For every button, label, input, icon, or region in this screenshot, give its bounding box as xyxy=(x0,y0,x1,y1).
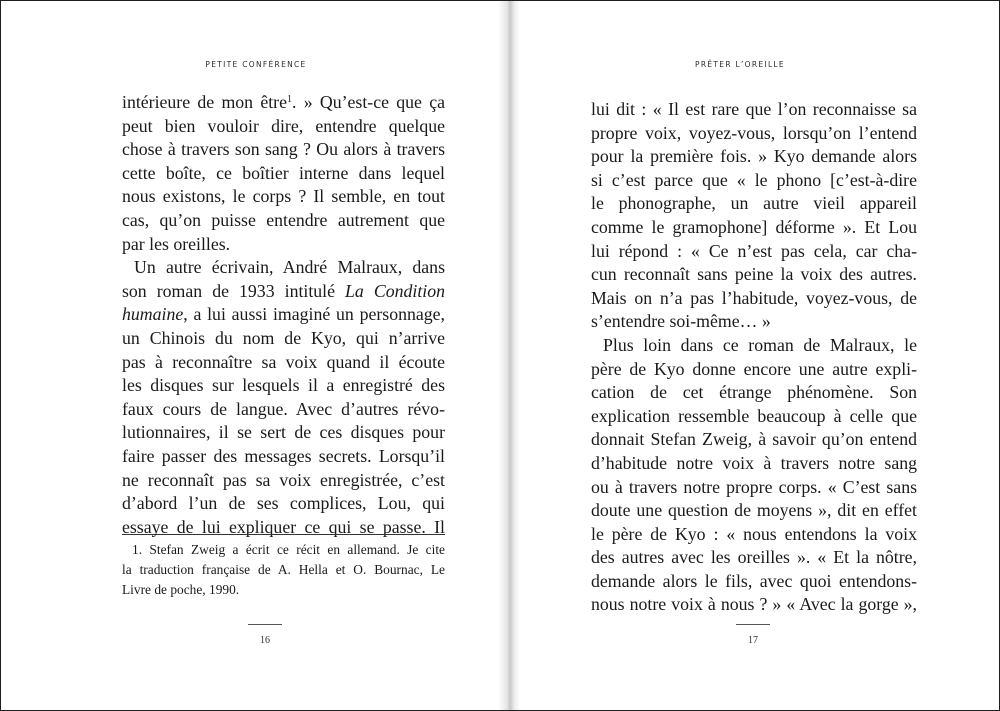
text-line: cette boîte, ce boîtier interne dans lequel xyxy=(122,162,445,183)
page-number-left: 16 xyxy=(260,635,270,646)
text-line: si c’est parce que « le phono [c’est-à-dire xyxy=(591,169,917,190)
text-line: un Chinois du nom de Kyo, qui n’arrive xyxy=(122,327,445,348)
text-line: donnait Stefan Zweig, à savoir qu’on entend xyxy=(591,429,917,450)
text-line: le père de Kyo : « nous entendons la voix xyxy=(591,523,917,544)
text-line: ou à travers notre propre corps. « C’est sans xyxy=(591,476,917,497)
text-line: par les oreilles. xyxy=(122,233,231,254)
footnote-line: 1. Stefan Zweig a écrit ce récit en allemand. Je cite xyxy=(132,542,445,557)
text-line: des autres avec les oreilles ». « Et la nôtre, xyxy=(591,547,917,568)
text-line: cation de cet étrange phénomène. Son xyxy=(591,382,917,403)
text-line: d’habitude notre voix à travers notre sang xyxy=(591,452,917,473)
text-line: lui répond : « Ce n’est pas cela, car cha- xyxy=(591,240,917,261)
text-line: chose à travers son sang ? Ou alors à travers xyxy=(122,139,445,160)
text-line: intérieure de mon être$^1$. » Qu’est-ce que ça xyxy=(122,92,446,112)
text-line: d’abord l’un de ses complices, Lou, qui xyxy=(122,493,445,514)
text-line: doute une question de moyens », dit en effet xyxy=(591,500,917,521)
text-line: le phonographe, un autre vieil appareil xyxy=(591,193,917,214)
text-line: lutionnaires, il se sert de ces disques pour xyxy=(122,422,445,443)
text-line: pour la première fois. » Kyo demande alors xyxy=(591,146,917,167)
folio-rule-left xyxy=(248,624,282,625)
right-page-body xyxy=(591,98,917,617)
running-head-left: PETITE CONFÉRENCE xyxy=(205,60,307,69)
text-line: lui dit : « Il est rare que l’on reconnaisse sa xyxy=(591,99,917,119)
left-page-body xyxy=(122,91,445,539)
text-line: propre voix, voyez-vous, lorsqu’on l’entend xyxy=(591,122,917,143)
footnote-line: Livre de poche, 1990. xyxy=(122,582,240,597)
folio-rule-right xyxy=(736,624,770,625)
text-line: essaye de lui expliquer ce qui se passe. Il xyxy=(122,516,445,537)
footnote-divider xyxy=(122,534,445,535)
book-title-italic: humaine xyxy=(122,304,184,325)
text-line: demande alors le fils, avec quoi entendons- xyxy=(591,570,917,591)
text-line: faire passer des messages secrets. Lorsqu’il xyxy=(122,445,445,466)
text-line: pas à reconnaître sa voix quand il écoute xyxy=(122,351,445,372)
text-line: son roman de 1933 intitulé La Condition xyxy=(122,280,445,301)
text-line: Plus loin dans ce roman de Malraux, le xyxy=(603,334,917,355)
text-line: nous notre voix à nous ? » « Avec la gorge », xyxy=(591,594,917,615)
footnote xyxy=(122,540,445,600)
text-line: Un autre écrivain, André Malraux, dans xyxy=(134,257,445,278)
text-line: nous existons, le corps ? Il semble, en tout xyxy=(122,186,445,207)
page-number-right: 17 xyxy=(748,635,758,646)
footnote-marker[interactable]: 1 xyxy=(287,94,292,105)
footnote-line: la traduction française de A. Hella et O. Bournac, Le xyxy=(122,562,445,577)
text-line: faux cours de langue. Avec d’autres révo- xyxy=(122,398,445,419)
text-line: humaine, a lui aussi imaginé un personnage, xyxy=(122,304,445,325)
text-line: ne reconnaît pas sa voix enregistrée, c’est xyxy=(122,469,445,490)
text-line: explication ressemble beaucoup à celle que xyxy=(591,405,917,426)
text-line: s’entendre soi-même… » xyxy=(591,311,771,332)
text-line: cas, qu’on puisse entendre autrement que xyxy=(122,209,445,230)
text-line: les disques sur lesquels il a enregistré des xyxy=(122,375,445,396)
book-title-italic: La Condition xyxy=(345,280,445,301)
right-page xyxy=(506,1,999,710)
text-line: peut bien vouloir dire, entendre quelque xyxy=(122,115,445,136)
left-page xyxy=(1,1,506,710)
text-line: comme le gramophone] déforme ». Et Lou xyxy=(591,216,917,237)
text-line: cun reconnaît sans peine la voix des autres. xyxy=(591,264,917,285)
text-line: Mais on n’a pas l’habitude, voyez-vous, de xyxy=(591,287,917,308)
running-head-right: PRÊTER L’OREILLE xyxy=(695,60,785,69)
text-line: père de Kyo donne encore une autre expli- xyxy=(591,358,917,379)
